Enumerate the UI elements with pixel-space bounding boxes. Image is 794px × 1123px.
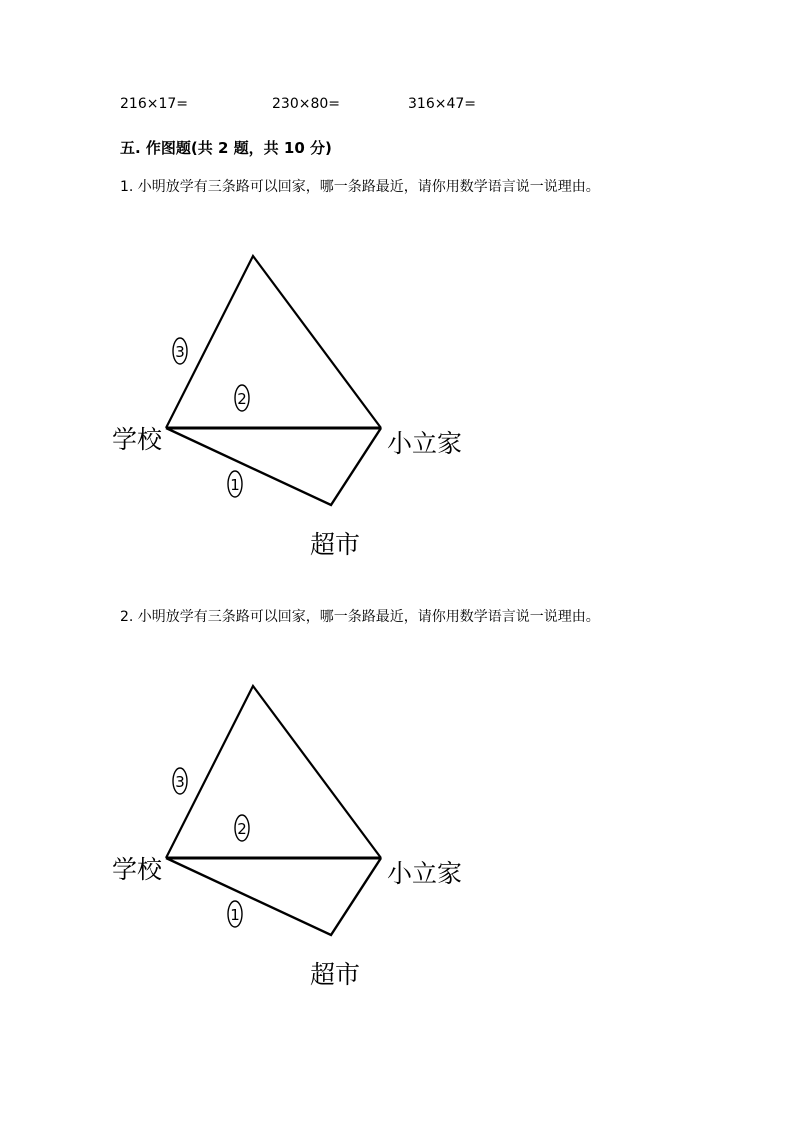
route-3-line [166,256,381,428]
market-label: 超市 [310,530,361,559]
route-diagram-1-svg [110,245,470,575]
route-diagram-1 [110,245,470,575]
question-2-text: 2. 小明放学有三条路可以回家，哪一条路最近，请你用数学语言说一说理由。 [120,609,600,625]
route-1-number: 1 [230,476,240,494]
market-label: 超市 [310,960,361,989]
question-1-text: 1. 小明放学有三条路可以回家，哪一条路最近，请你用数学语言说一说理由。 [120,179,600,195]
calculation-2: 230×80= [272,96,340,112]
route-3-number: 3 [175,773,185,791]
route-1-line [166,428,381,505]
route-1-number: 1 [230,906,240,924]
home-label: 小立家 [387,859,463,888]
route-diagram-2-svg [110,675,470,1005]
school-label: 学校 [112,855,163,884]
route-diagram-2 [110,675,470,1005]
route-3-line [166,686,381,858]
route-3-number: 3 [175,343,185,361]
school-label: 学校 [112,425,163,454]
route-2-number: 2 [237,390,247,408]
home-label: 小立家 [387,429,463,458]
calculation-1: 216×17= [120,96,188,112]
section-title: 五. 作图题(共 2 题，共 10 分) [120,139,332,157]
calculation-3: 316×47= [408,96,476,112]
route-1-line [166,858,381,935]
route-2-number: 2 [237,820,247,838]
